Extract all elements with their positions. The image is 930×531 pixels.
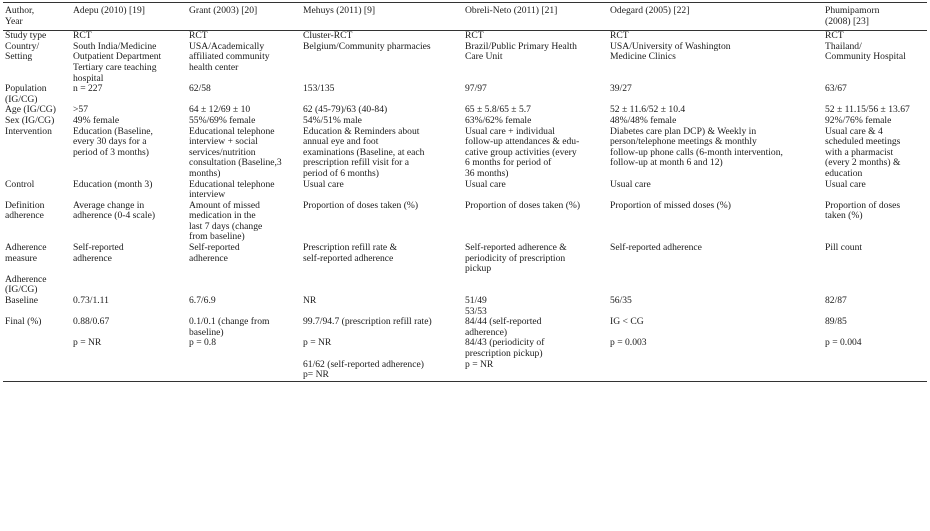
- table-cell: 0.88/0.67: [73, 316, 110, 328]
- row-label: [3, 360, 71, 382]
- table-cell: Belgium/Community pharmacies: [303, 40, 431, 52]
- table-cell: 84/43 (periodicity of prescription pickup): [465, 337, 545, 359]
- table-cell: RCT: [825, 30, 844, 42]
- table-cell: [71, 360, 187, 382]
- header-study-phumipamorn: Phumipamorn (2008) [23]: [823, 3, 927, 31]
- table-cell: Proportion of missed doses (%): [610, 199, 731, 211]
- table-cell: Pill count: [825, 242, 863, 254]
- table-cell: 61/62 (self-reported adherence) p= NR: [301, 360, 463, 382]
- table-cell: n = 227: [73, 83, 103, 95]
- table-cell: Self-reported adherence & periodicity of prescription pickup: [465, 242, 567, 275]
- table-cell: Education & Reminders about annual eye and foot examinations (Baseline, at each prescription refill visit for a period of 6 months): [303, 125, 425, 179]
- header-study-odegard: Odegard (2005) [22]: [608, 3, 823, 31]
- header-study-obreli-neto: Obreli-Neto (2011) [21]: [463, 3, 608, 31]
- table-cell: South India/Medicine Outpatient Department Tertiary care teaching hospital: [73, 40, 162, 84]
- table-cell: 99.7/94.7 (prescription refill rate): [303, 316, 432, 328]
- table-cell: Proportion of doses taken (%): [465, 199, 581, 211]
- table-cell: 55%/69% female: [189, 114, 256, 126]
- table-cell: 39/27: [610, 83, 632, 95]
- table-cell: [608, 275, 823, 296]
- row-label: Baseline: [5, 295, 39, 307]
- table-cell: NR: [303, 295, 317, 307]
- table-cell: 51/49 53/53: [465, 295, 487, 317]
- table-cell: [71, 275, 187, 296]
- table-row: [3, 84, 927, 105]
- table-cell: [301, 275, 463, 296]
- table-row: [3, 180, 927, 201]
- row-label: [3, 338, 71, 359]
- table-row: [3, 360, 927, 382]
- table-cell: 52 ± 11.6/52 ± 10.4: [610, 104, 686, 116]
- row-label: Adherence (IG/CG): [5, 273, 47, 296]
- table-cell: Usual care: [610, 178, 651, 190]
- table-cell: RCT: [189, 30, 208, 42]
- study-comparison-table: [3, 2, 927, 382]
- table-cell: Educational telephone interview + social services/nutrition consultation (Baseline,3 months): [189, 125, 282, 179]
- table-row: [3, 127, 927, 180]
- row-label: Intervention: [5, 125, 52, 137]
- header-row-label: Author, Year: [3, 3, 71, 31]
- table-cell: Brazil/Public Primary Health Care Unit: [465, 40, 577, 63]
- table-cell: [823, 275, 927, 296]
- table-cell: Prescription refill rate & self-reported adherence: [303, 242, 398, 264]
- table-cell: [463, 275, 608, 296]
- table-row: [3, 275, 927, 296]
- table-cell: >57: [73, 104, 89, 116]
- header-study-mehuys: Mehuys (2011) [9]: [301, 3, 463, 31]
- table-cell: 0.1/0.1 (change from baseline): [189, 316, 270, 338]
- table-row: [3, 338, 927, 359]
- table-cell: [608, 360, 823, 382]
- table-cell: Educational telephone interview: [189, 178, 275, 201]
- row-label: Population (IG/CG): [5, 83, 47, 105]
- table-cell: Self-reported adherence: [73, 242, 124, 264]
- table-cell: 0.73/1.11: [73, 295, 109, 307]
- table-cell: 65 ± 5.8/65 ± 5.7: [465, 104, 531, 116]
- table-cell: [823, 360, 927, 382]
- table-cell: USA/University of Washington Medicine Clinics: [610, 40, 731, 63]
- table-row: [3, 243, 927, 275]
- table-cell: USA/Academically affiliated community health center: [189, 40, 270, 73]
- table-cell: Cluster-RCT: [303, 30, 353, 42]
- header-study-grant: Grant (2003) [20]: [187, 3, 301, 31]
- table-cell: 89/85: [825, 316, 847, 328]
- table-cell: Diabetes care plan DCP) & Weekly in person/telephone meetings & monthly follow-up phone calls (6-month intervention, follow-up at month 6 and 12): [610, 125, 783, 169]
- table-cell: 82/87: [825, 295, 847, 307]
- row-label: Age (IG/CG): [5, 104, 56, 116]
- table-cell: p = NR: [73, 337, 102, 349]
- table-cell: RCT: [610, 30, 629, 42]
- table-cell: Amount of missed medication in the last 7 days (change from baseline): [189, 199, 263, 243]
- table-cell: Proportion of doses taken (%): [303, 199, 419, 211]
- table-cell: p = 0.003: [610, 337, 647, 349]
- table-cell: 52 ± 11.15/56 ± 13.67: [825, 104, 910, 116]
- table-cell: Usual care: [465, 178, 506, 190]
- table-cell: RCT: [73, 30, 92, 42]
- table-cell: Usual care: [825, 178, 866, 190]
- table-cell: Usual care: [303, 178, 344, 190]
- table-row: [3, 296, 927, 317]
- table-cell: 62 (45-79)/63 (40-84): [303, 104, 388, 116]
- table-cell: RCT: [465, 30, 484, 42]
- table-cell: p = 0.8: [189, 337, 216, 349]
- table-cell: 64 ± 12/69 ± 10: [189, 104, 251, 116]
- table-cell: 92%/76% female: [825, 114, 892, 126]
- row-label: Sex (IG/CG): [5, 114, 55, 126]
- table-cell: 56/35: [610, 295, 632, 307]
- table-cell: 84/44 (self-reported adherence): [465, 316, 542, 338]
- table-cell: IG < CG: [610, 316, 644, 328]
- table-cell: 62/58: [189, 83, 211, 95]
- table-cell: Thailand/ Community Hospital: [825, 40, 906, 63]
- table-cell: 54%/51% male: [303, 114, 362, 126]
- header-study-adepu: Adepu (2010) [19]: [71, 3, 187, 31]
- table-cell: Education (month 3): [73, 178, 153, 190]
- row-label: Final (%): [5, 316, 42, 328]
- table-cell: 48%/48% female: [610, 114, 677, 126]
- table-cell: Usual care + individual follow-up attendances & edu- cative group activities (every 6 months for period of 36 months): [465, 125, 580, 179]
- table-row: [3, 42, 927, 84]
- row-label: Control: [5, 178, 35, 190]
- table-row: [3, 116, 927, 127]
- row-label: Definition adherence: [5, 199, 45, 222]
- table-cell: p = 0.004: [825, 337, 862, 349]
- table-cell: 63%/62% female: [465, 114, 532, 126]
- table-cell: Education (Baseline, every 30 days for a period of 3 months): [73, 125, 153, 158]
- table-cell: Average change in adherence (0-4 scale): [73, 199, 156, 222]
- table-cell: [187, 275, 301, 296]
- table-cell: 97/97: [465, 83, 487, 95]
- table-cell: [187, 360, 301, 382]
- table-row: [3, 201, 927, 243]
- table-cell: 153/135: [303, 83, 335, 95]
- table-cell: 49% female: [73, 114, 120, 126]
- table-cell: Usual care & 4 scheduled meetings with a pharmacist (every 2 months) & education: [825, 125, 901, 179]
- table-cell: Proportion of doses taken (%): [825, 199, 901, 222]
- table-cell: Self-reported adherence: [189, 242, 240, 264]
- table-cell: p = NR: [303, 337, 332, 349]
- row-label: Country/ Setting: [5, 40, 40, 63]
- table-cell: Self-reported adherence: [610, 242, 702, 254]
- row-label: Adherence measure: [5, 242, 47, 264]
- table-cell: 63/67: [825, 83, 847, 95]
- table-cell: p = NR: [463, 360, 608, 382]
- table-header-row: [3, 3, 927, 31]
- row-label: Study type: [5, 30, 47, 42]
- table-cell: 6.7/6.9: [189, 295, 216, 307]
- table-row: [3, 317, 927, 338]
